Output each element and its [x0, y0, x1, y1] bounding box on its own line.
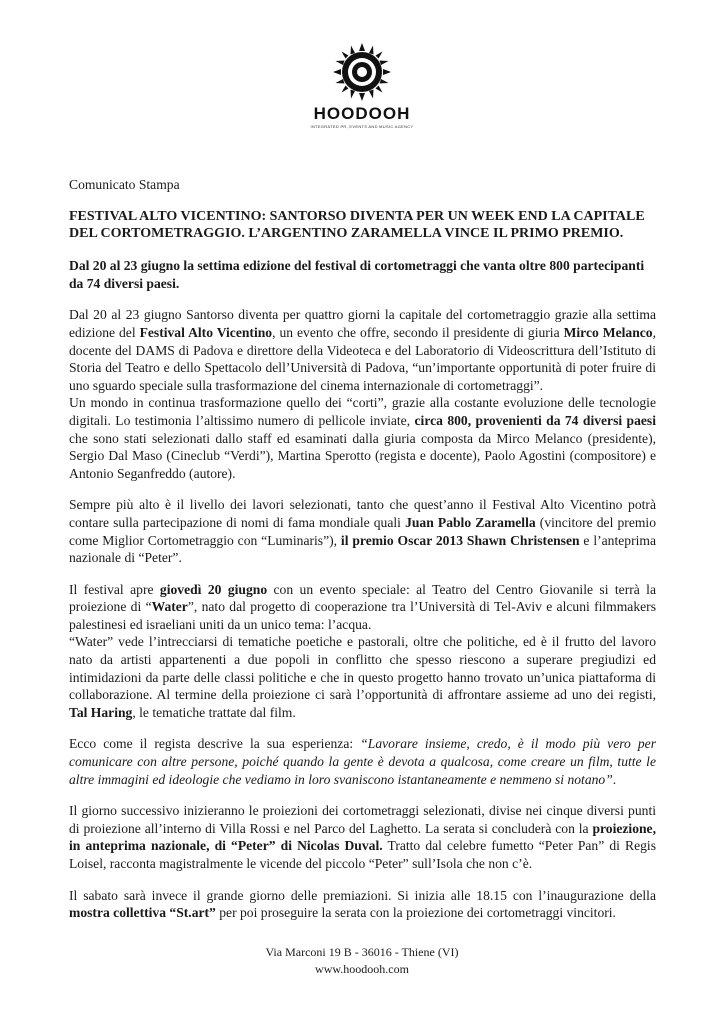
paragraph-4: Il festival apre giovedì 20 giugno con un evento speciale: al Teatro del Centro Giovanile si terrà la proiezione di “Water”, nato dal progetto di cooperazione tra l’Università di Tel-Aviv e alcuni filmmakers palestinesi ed israeliani uniti da un unico tema: l’acqua. [69, 581, 656, 632]
brand-name: HOODOOH [313, 104, 411, 123]
footer-address: Via Marconi 19 B - 36016 - Thiene (VI) [265, 945, 459, 959]
brand-tagline: INTEGRATED PR, EVENTS AND MUSIC AGENCY [310, 124, 414, 129]
page-title: FESTIVAL ALTO VICENTINO: SANTORSO DIVENTA PER UN WEEK END LA CAPITALE DEL CORTOMETRAGGIO. L’ARGENTINO ZARAMELLA VINCE IL PRIMO PREMIO. [69, 208, 645, 242]
footer-website: www.hoodooh.com [315, 962, 409, 976]
sun-eye-icon [332, 42, 392, 102]
company-logo [0, 42, 724, 129]
lead-paragraph: Dal 20 al 23 giugno la settima edizione del festival di cortometraggi che vanta oltre 800 partecipanti da 74 diversi paesi. [69, 258, 645, 291]
paragraph-1: Dal 20 al 23 giugno Santorso diventa per quattro giorni la capitale del cortometraggio grazie alla settima edizione del Festival Alto Vicentino, un evento che offre, secondo il presidente di giuria Mirco Melanco, docente del DAMS di Padova e direttore della Videoteca e del Laboratorio di Videoscrittura dell’Istituto di Storia del Teatro e dello Spettacolo dell’Università di Padova, “un’importante opportunità di poter fruire di uno sguardo speciale sulla trasformazione del cinema internazionale di cortometraggi”. [69, 307, 656, 393]
page-footer [0, 944, 724, 978]
paragraph-3: Sempre più alto è il livello dei lavori selezionati, tanto che quest’anno il Festival Alto Vicentino potrà contare sulla partecipazione di nomi di fama mondiale quali Juan Pablo Zaramella (vincitore del premio come Miglior Cortometraggio con “Luminaris”), il premio Oscar 2013 Shawn Christensen e l’anteprima nazionale di “Peter”. [69, 497, 656, 566]
document-type: Comunicato Stampa [69, 177, 180, 192]
paragraph-8: Il sabato sarà invece il grande giorno delle premiazioni. Si inizia alle 18.15 con l’inaugurazione della mostra collettiva “St.art” per poi proseguire la serata con la proiezione dei cortometraggi vincitori. [69, 887, 656, 921]
paragraph-5: “Water” vede l’intrecciarsi di tematiche poetiche e pastorali, oltre che politiche, ed è il frutto del lavoro nato da artisti appartenenti a due popoli in conflitto che spesso riescono a superare pregiudizi ed intimidazioni da parte delle classi politiche e che in questo progetto hanno trovato un’unica piattaforma di collaborazione. Al termine della proiezione ci sarà l’opportunità di affrontare assieme ad uno dei registi, Tal Haring, le tematiche trattate dal film. [69, 634, 656, 720]
paragraph-2: Un mondo in continua trasformazione quello dei “corti”, grazie alla costante evoluzione delle tecnologie digitali. Lo testimonia l’altissimo numero di pellicole inviate, circa 800, provenienti da 74 diversi paesi che sono stati selezionati dallo staff ed esaminati dalla giuria composta da Mirco Melanco (presidente), Sergio Dal Maso (Cineclub “Verdi”), Martina Sperotto (regista e docente), Paolo Agostini (compositore) e Antonio Seganfreddo (autore). [69, 395, 657, 481]
paragraph-6: Ecco come il regista descrive la sua esperienza: “Lavorare insieme, credo, è il modo più vero per comunicare con altre persone, poiché quando la gente è devota a qualcosa, come creare un film, tutte le altre immagini ed ideologie che vediamo in loro svaniscono istantaneamente e nemmeno si notano”. [69, 736, 657, 787]
press-release-body [69, 176, 656, 936]
paragraph-7: Il giorno successivo inizieranno le proiezioni dei cortometraggi selezionati, divise nei cinque diversi punti di proiezione all’interno di Villa Rossi e nel Parco del Laghetto. La serata si concluderà con la proiezione, in anteprima nazionale, di “Peter” di Nicolas Duval. Tratto dal celebre fumetto “Peter Pan” di Regis Loisel, racconta magistralmente le vicende del piccolo “Peter” sull’Isola che non c’è. [69, 803, 657, 871]
